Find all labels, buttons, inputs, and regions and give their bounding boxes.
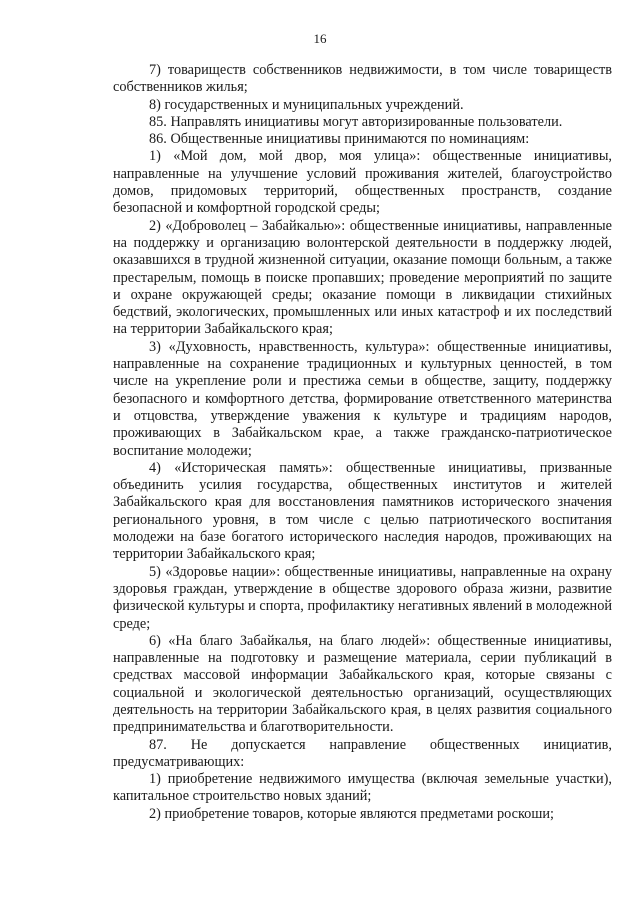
restriction-1: 1) приобретение недвижимого имущества (включая земельные участки), капитальное строительство новых зданий; xyxy=(113,771,612,805)
paragraph-87: 87. Не допускается направление общественных инициатив, предусматривающих: xyxy=(113,736,612,770)
nomination-2: 2) «Доброволец – Забайкалью»: общественные инициативы, направленные на поддержку и организацию волонтерской деятельности в поддержку людей, оказавшихся в трудной жизненной ситуации, оказание помощи больным, а также престарелым, помощь в поиске пропавших; проведение мероприятий по защите и охране окружающей среды; оказание помощи в ликвидации стихийных бедствий, экологических, промышленных или иных катастроф и их последствий на территории Забайкальского края; xyxy=(113,217,612,338)
restriction-2: 2) приобретение товаров, которые являются предметами роскоши; xyxy=(149,805,554,822)
paragraph-item-7: 7) товариществ собственников недвижимости, в том числе товариществ собственников жилья; xyxy=(113,62,612,96)
paragraph-85: 85. Направлять инициативы могут авторизированные пользователи. xyxy=(149,113,563,130)
nomination-5: 5) «Здоровье нации»: общественные инициативы, направленные на охрану здоровья граждан, утверждение в обществе здорового образа жизни, развитие физической культуры и спорта, профилактику негативных явлений в молодежной среде; xyxy=(113,563,612,632)
nomination-4: 4) «Историческая память»: общественные инициативы, призванные объединить усилия государства, общественных институтов и жителей Забайкальского края для восстановления памятников исторического значения регионального уровня, в том числе с целью патриотического воспитания молодежи на базе богатого исторического наследия народов, проживающих на территории Забайкальского края; xyxy=(113,459,612,563)
nomination-6: 6) «На благо Забайкалья, на благо людей»: общественные инициативы, направленные на подготовку и размещение материала, серии публикаций в средствах массовой информации Забайкальского края, которые связаны с социальной и экологической деятельностью организаций, осуществляющих деятельность на территории Забайкальского края, в целях развития социального предпринимательства и благотворительности. xyxy=(113,632,612,736)
document-body xyxy=(113,62,612,823)
paragraph-item-8: 8) государственных и муниципальных учреждений. xyxy=(149,96,464,113)
nomination-1: 1) «Мой дом, мой двор, моя улица»: общественные инициативы, направленные на улучшение условий проживания жителей, благоустройство домов, придомовых территорий, общественных пространств, создание безопасной и комфортной городской среды; xyxy=(113,148,612,217)
paragraph-86: 86. Общественные инициативы принимаются по номинациям: xyxy=(149,131,530,148)
nomination-3: 3) «Духовность, нравственность, культура»: общественные инициативы, направленные на сохранение традиционных и культурных ценностей, в том числе на укрепление роли и престижа семьи в обществе, защиту, поддержку безопасного и комфортного детства, формирование ответственного материнства и отцовства, утверждение уважения к культуре и традициям народов, проживающих в Забайкальском крае, а также гражданско-патриотическое воспитание молодежи; xyxy=(113,338,612,459)
page-number: 16 xyxy=(313,31,327,46)
